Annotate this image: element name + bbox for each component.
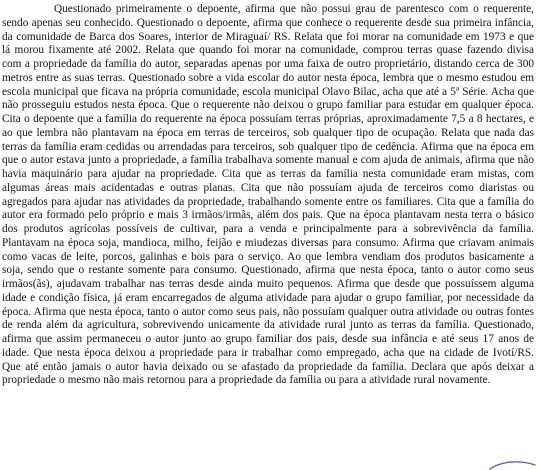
testimony-paragraph: Questionado primeiramente o depoente, afirma que não possui grau de parentesco com o requerente, sendo apenas seu conhecido. Questionado o depoente, afirma que conhece o requerente desde sua primeira infância, da comunidade de Barca dos Soares, interior de Miraguaí/ RS. Relata que foi morar na comunidade em 1973 e que lá morou fixamente até 2002. Relata que quando foi morar na comunidade, comprou terras quase fazendo divisa com a propriedade da família do autor, separadas apenas por uma faixa de outro proprietário, distando cerca de 300 metros entre as suas terras. Questionado sobre a vida escolar do autor nesta época, lembra que o mesmo estudou em escola municipal que ficava na própria comunidade, escola municipal Olavo Bilac, acha que até a 5ª Série. Acha que não prosseguiu estudos nesta época. Que o requerente não deixou o grupo familiar para estudar em qualquer época. Cita o depoente que a família do requerente na época possuíam terras próprias, aproximadamente 7,5 a 8 hectares, e ao que lembra não plantavam na época em terras de terceiros, sob qualquer tipo de ocupação. Relata que nada das terras da família eram cedidas ou arrendadas para terceiros, sob qualquer tipo de cedência. Afirma que na época em que o autor estava junto a propriedade, a família trabalhava somente manual e com ajuda de animais, afirma que não havia maquinário para ajudar na propriedade. Cita que as terras da família nesta comunidade eram mistas, com algumas áreas mais acidentadas e outras planas. Cita que não possuíam ajuda de terceiros como diaristas ou agregados para ajudar nas atividades da propriedade, trabalhando somente entre os familiares. Cita que a família do autor era formado pelo próprio e mais 3 irmãos/irmãs, além dos pais. Que na época plantavam nesta terra o básico dos produtos agrícolas possíveis de cultivar, para a venda e principalmente para a sobrevivência da família. Plantavam na época soja, mandioca, milho, feijão e miudezas diversas para consumo. Afirma que criavam animais como vacas de leite, porcos, galinhas e bois para o serviço. Ao que lembra vendiam dos produtos basicamente a soja, sendo que o restante somente para consumo. Questionado, afirma que nesta época, tanto o autor como seus irmãos(ãs), ajudavam trabalhar nas terras desde ainda muito pequenos. Afirma que desde que possuíssem alguma idade e condição física, já eram encarregados de alguma atividade para ajudar o grupo familiar, por necessidade da época. Afirma que nesta época, tanto o autor como seus pais, não possuíam qualquer outra atividade ou outras fontes de renda além da agricultura, sobrevivendo unicamente da atividade rural junto as terras da família. Questionado, afirma que assim permaneceu o autor junto ao grupo familiar dos pais, desde sua infância e até seus 17 anos de idade. Que nesta época deixou a propriedade para ir trabalhar como empregado, acha que na cidade de Ivotí/RS. Que até então jamais o autor havia deixado ou se afastado da propriedade da família. Declara que após deixar a propriedade o mesmo não mais retornou para a propriedade da família ou para a atividade rural novamente. xyxy=(2,3,534,387)
